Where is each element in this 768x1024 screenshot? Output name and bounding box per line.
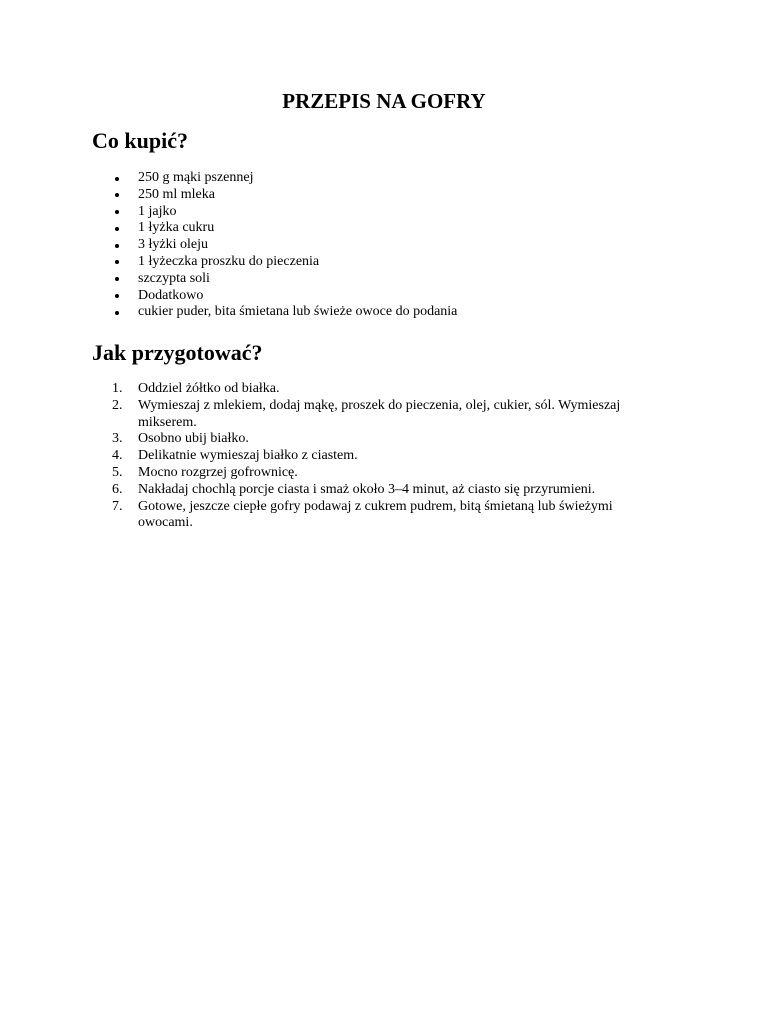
step-text-line: Delikatnie wymieszaj białko z ciastem. [138,448,358,464]
ingredient-item [92,204,692,221]
step-text-line: Wymieszaj z mlekiem, dodaj mąkę, proszek do pieczenia, olej, cukier, sól. Wymieszaj [138,397,621,413]
step-text-line: Gotowe, jeszcze ciepłe gofry podawaj z cukrem pudrem, bitą śmietaną lub świeżymi [138,498,613,514]
bullet-icon [115,210,119,214]
ingredient-text: 250 g mąki pszennej [138,170,254,185]
bullet-icon [115,294,119,298]
bullet-icon [115,311,119,315]
step-item [92,465,692,482]
ingredient-text: 1 łyżka cukru [138,220,215,236]
ingredient-item [92,170,692,187]
steps-heading: Jak przygotować? [92,340,263,365]
ingredient-item [92,254,692,271]
ingredient-text: 3 łyżki oleju [138,237,208,253]
step-number: 2. [112,397,123,413]
bullet-icon [115,227,119,231]
step-text-line: mikserem. [138,414,197,430]
bullet-icon [115,277,119,281]
step-text-line: Oddziel żółtko od białka. [138,381,280,396]
ingredient-text: 1 jajko [138,203,177,219]
bullet-icon [115,244,119,248]
step-number: 1. [112,381,123,396]
ingredient-item [92,237,692,254]
ingredient-text: szczypta soli [138,270,210,286]
step-item [92,398,692,432]
step-text-line: Nakładaj chochlą porcje ciasta i smaż około 3–4 minut, aż ciasto się przyrumieni. [138,481,596,497]
step-number: 7. [112,498,123,514]
ingredients-list [92,170,692,321]
step-number: 4. [112,448,123,464]
ingredients-heading: Co kupić? [92,128,188,153]
ingredient-text: 1 łyżeczka proszku do pieczenia [138,253,320,269]
ingredient-item [92,271,692,288]
step-item [92,482,692,499]
ingredient-text: 250 ml mleka [138,186,215,202]
step-number: 6. [112,481,123,497]
step-text-line: owocami. [138,515,193,531]
step-number: 5. [112,464,123,480]
bullet-icon [115,193,119,197]
step-text-line: Mocno rozgrzej gofrownicę. [138,464,298,480]
ingredient-item [92,220,692,237]
step-item [92,499,692,533]
ingredient-item [92,187,692,204]
bullet-icon [115,260,119,264]
step-item [92,448,692,465]
step-item [92,431,692,448]
step-item [92,381,692,398]
step-text-line: Osobno ubij białko. [138,431,249,447]
bullet-icon [115,177,119,181]
ingredient-item [92,304,692,321]
step-number: 3. [112,431,123,447]
document-title: PRZEPIS NA GOFRY [282,89,486,113]
steps-list [92,381,692,532]
ingredient-item [92,288,692,305]
ingredient-text: cukier puder, bita śmietana lub świeże owoce do podania [138,304,458,320]
ingredient-text: Dodatkowo [138,287,204,303]
